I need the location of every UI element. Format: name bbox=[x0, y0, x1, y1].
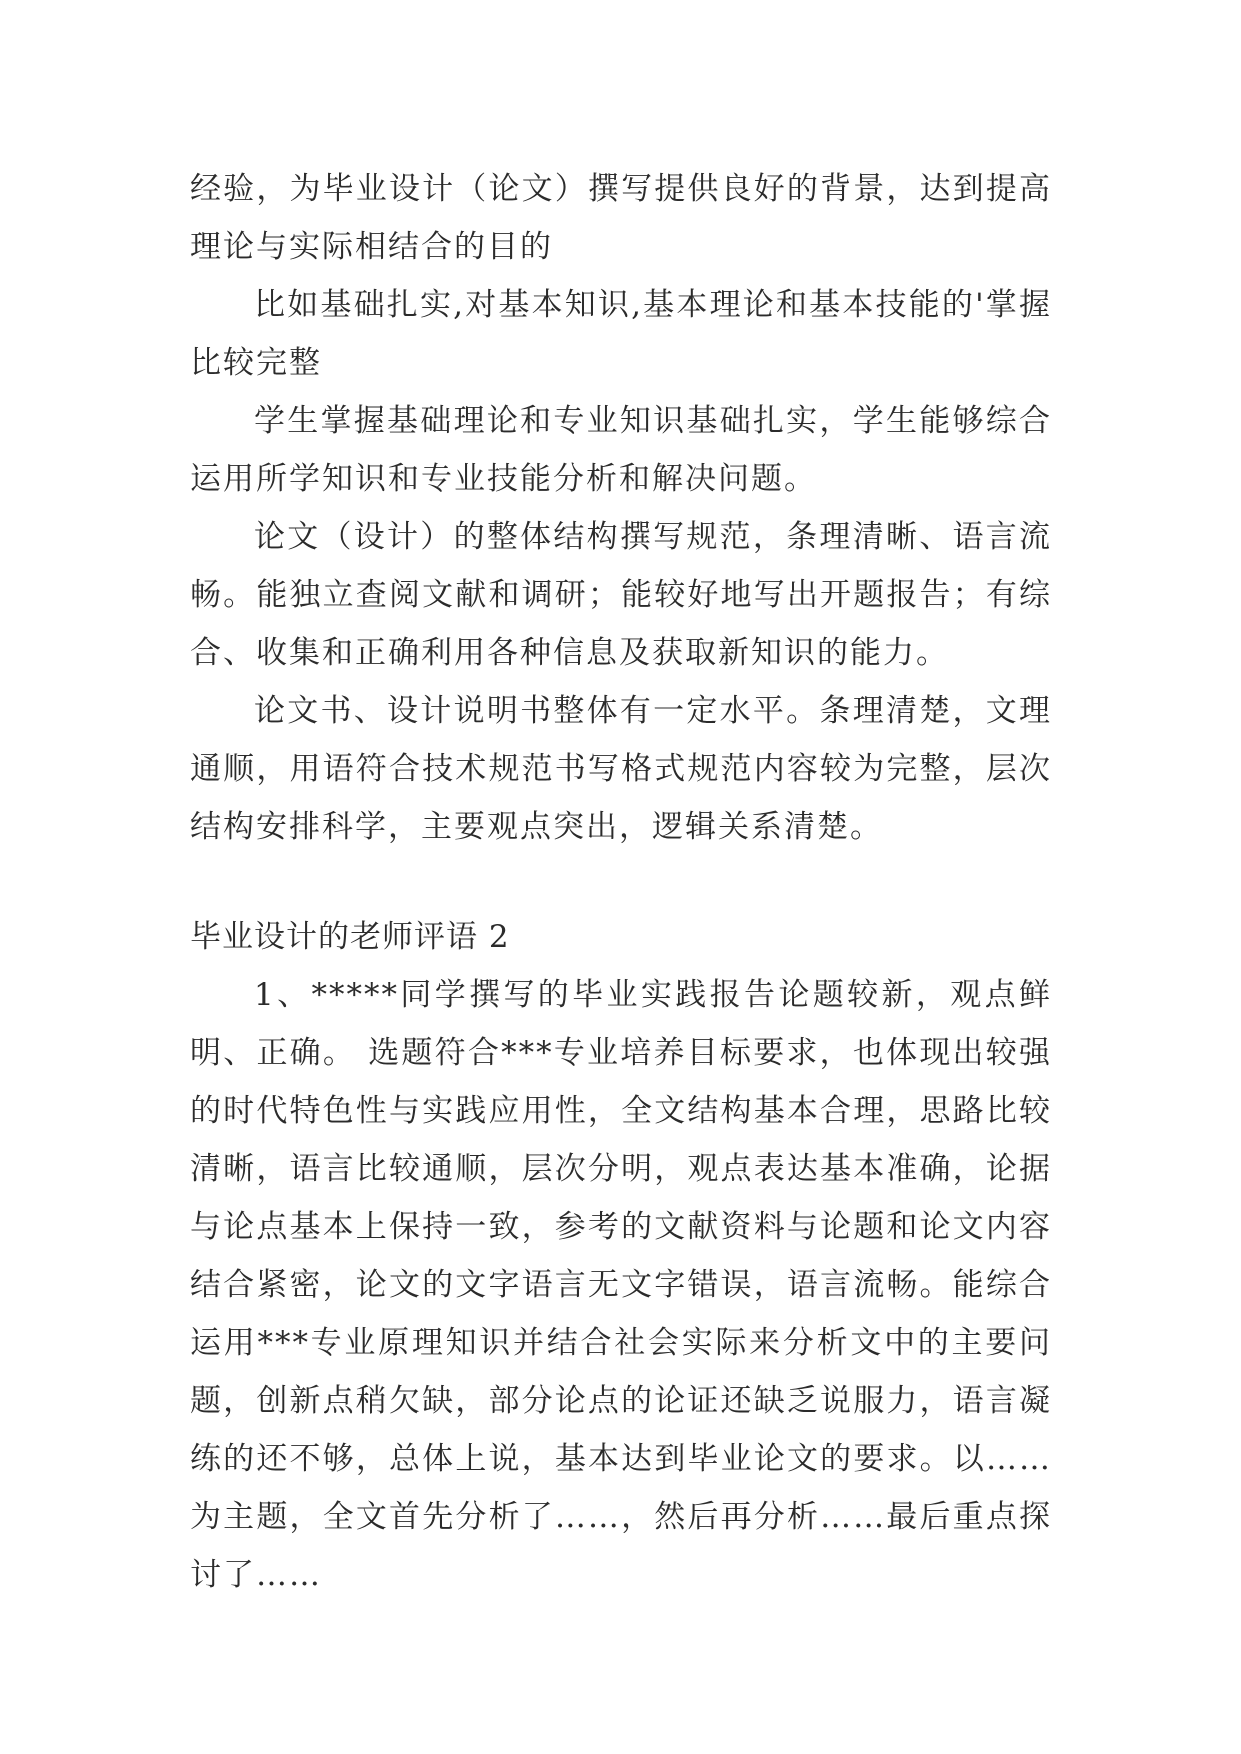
paragraph-structure: 论文（设计）的整体结构撰写规范，条理清晰、语言流畅。能独立查阅文献和调研；能较好地写出开题报告；有综合、收集和正确利用各种信息及获取新知识的能力。 bbox=[190, 519, 1052, 671]
section-heading: 毕业设计的老师评语 2 bbox=[190, 919, 510, 955]
paragraph-quality: 论文书、设计说明书整体有一定水平。条理清楚，文理通顺，用语符合技术规范书写格式规范内容较为完整，层次结构安排科学，主要观点突出，逻辑关系清楚。 bbox=[190, 693, 1052, 845]
paragraph-continuation: 经验，为毕业设计（论文）撰写提供良好的背景，达到提高理论与实际相结合的目的 bbox=[190, 171, 1052, 265]
paragraph-comment-1: 1、*****同学撰写的毕业实践报告论题较新，观点鲜明、正确。 选题符合***专业培养目标要求，也体现出较强的时代特色性与实践应用性，全文结构基本合理，思路比较清晰，语言比较通顺，层次分明，观点表达基本准确，论据与论点基本上保持一致，参考的文献资料与论题和论文内容结合紧密，论文的文字语言无文字错误，语言流畅。能综合运用***专业原理知识并结合社会实际来分析文中的主要问题，创新点稍欠缺，部分论点的论证还缺乏说服力，语言凝练的还不够，总体上说，基本达到毕业论文的要求。以……为主题，全文首先分析了……，然后再分析……最后重点探讨了…… bbox=[190, 977, 1052, 1593]
paragraph-basics: 比如基础扎实,对基本知识,基本理论和基本技能的'掌握比较完整 bbox=[190, 287, 1052, 381]
document-body bbox=[190, 160, 1052, 1604]
paragraph-knowledge: 学生掌握基础理论和专业知识基础扎实，学生能够综合运用所学知识和专业技能分析和解决问题。 bbox=[190, 403, 1052, 497]
